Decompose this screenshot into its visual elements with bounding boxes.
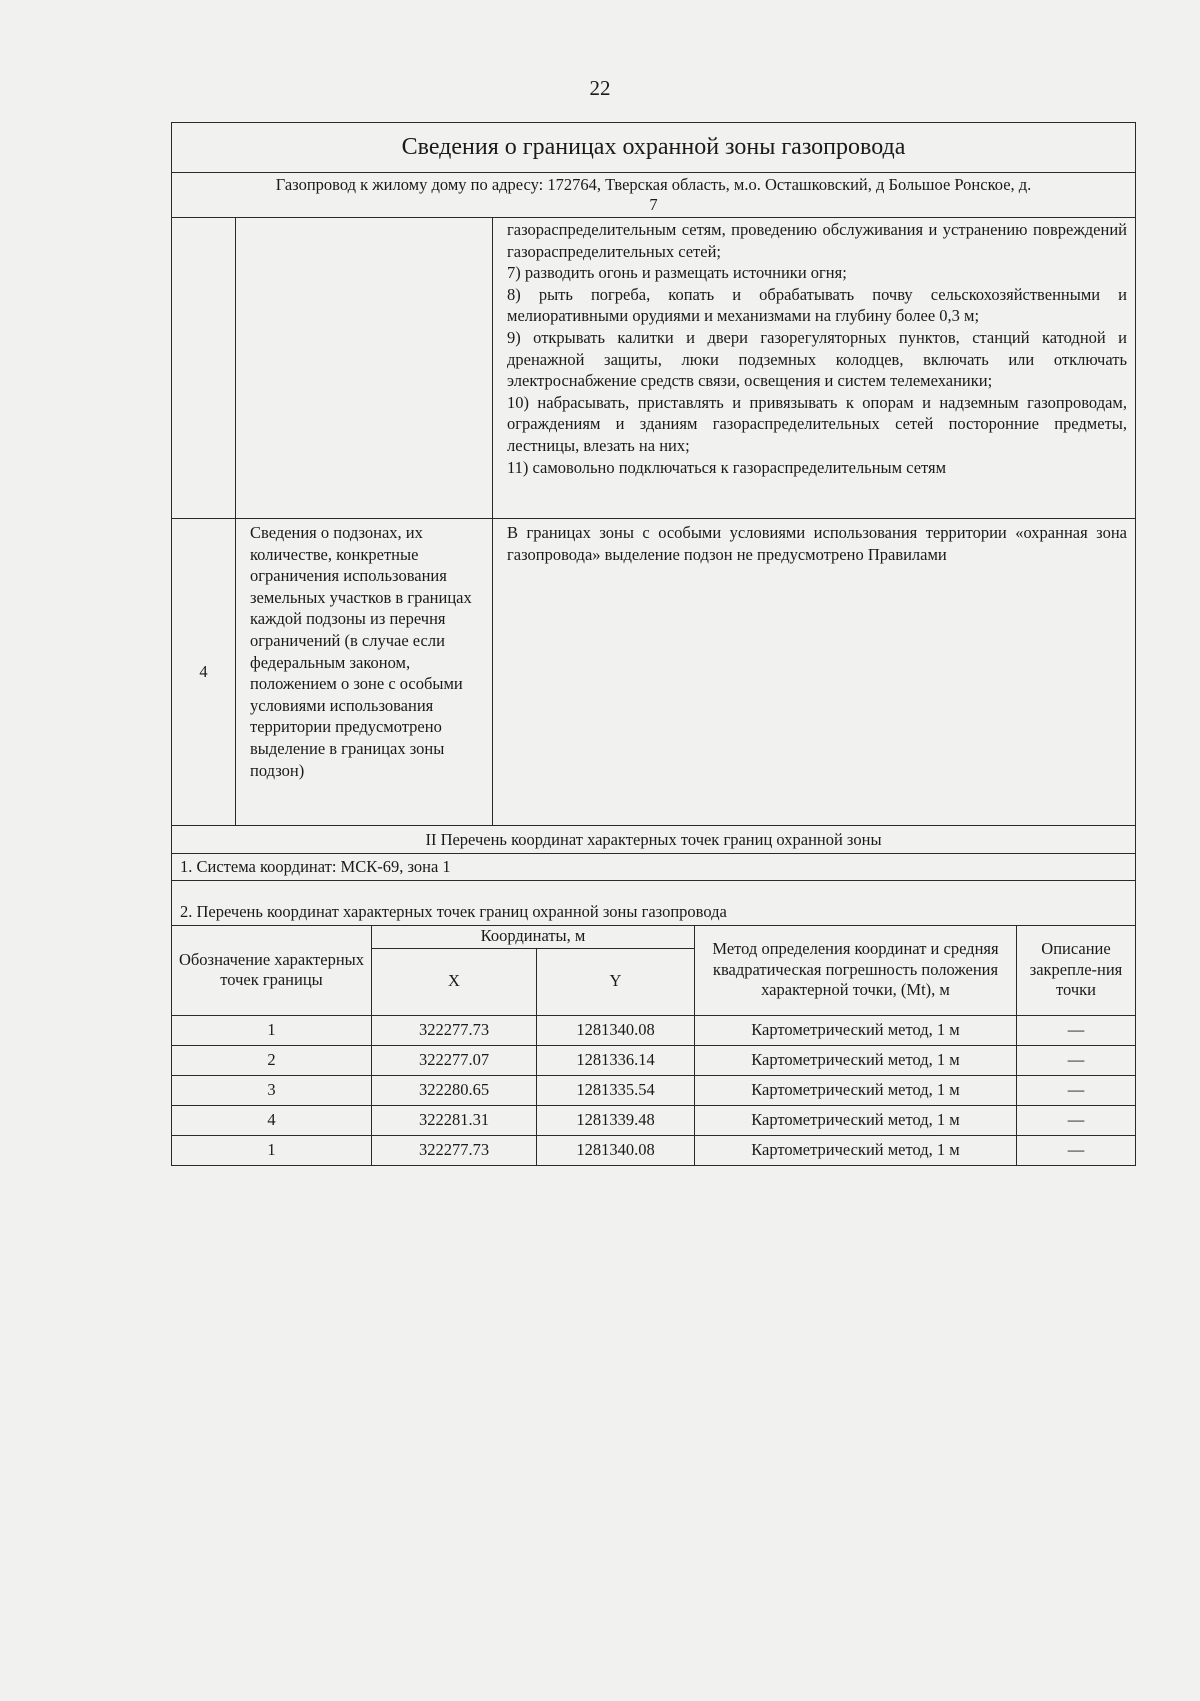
header-coordinates: Координаты, м — [372, 925, 695, 948]
cell-description: — — [1017, 1105, 1136, 1135]
coordinate-list-title: 2. Перечень координат характерных точек границ охранной зоны газопровода — [172, 881, 1136, 926]
restriction-line: 9) открывать калитки и двери газорегуляторных пунктов, станций катодной и дренажной защиты, люки подземных колодцев, включать или отключать электроснабжение средств связи, освещения и систем телемеханики; — [507, 327, 1127, 391]
restriction-line: 10) набрасывать, приставлять и привязывать к опорам и надземным газопроводам, ограждениям и зданиям газораспределительных сетей посторонние предметы, лестницы, влезать на них; — [507, 392, 1127, 455]
document-title: Сведения о границах охранной зоны газопровода — [172, 123, 1136, 173]
header-y: Y — [537, 948, 695, 1015]
cell-x: 322277.07 — [372, 1045, 537, 1075]
restriction-line: газораспределительным сетям, проведению обслуживания и устранению повреждений газораспределительных сетей; — [507, 220, 1127, 261]
table-row — [172, 1015, 1136, 1045]
row-continuation-text — [493, 218, 1136, 519]
cell-y: 1281339.48 — [537, 1105, 695, 1135]
table-row — [172, 1105, 1136, 1135]
cell-point: 1 — [172, 1135, 372, 1165]
cell-point: 3 — [172, 1075, 372, 1105]
cell-x: 322277.73 — [372, 1015, 537, 1045]
cell-method: Картометрический метод, 1 м — [695, 1015, 1017, 1045]
coordinates-table — [171, 925, 1136, 1166]
cell-description: — — [1017, 1015, 1136, 1045]
protection-zone-table — [171, 122, 1136, 1166]
section-2-title: II Перечень координат характерных точек границ охранной зоны — [172, 826, 1136, 854]
cell-method: Картометрический метод, 1 м — [695, 1045, 1017, 1075]
coordinate-system: 1. Система координат: МСК-69, зона 1 — [172, 854, 1136, 881]
cell-x: 322280.65 — [372, 1075, 537, 1105]
cell-description: — — [1017, 1075, 1136, 1105]
header-method — [695, 925, 1017, 1015]
row-continuation-number — [172, 218, 236, 519]
cell-y: 1281335.54 — [537, 1075, 695, 1105]
table-row — [172, 1075, 1136, 1105]
row4-number: 4 — [172, 519, 236, 826]
cell-x: 322281.31 — [372, 1105, 537, 1135]
main-table — [171, 122, 1136, 926]
page-number: 22 — [589, 76, 611, 100]
cell-description: — — [1017, 1045, 1136, 1075]
table-row — [172, 1135, 1136, 1165]
table-row — [172, 1045, 1136, 1075]
gas-pipeline-address-line-2: 7 — [649, 195, 658, 214]
header-x: X — [372, 948, 537, 1015]
cell-y: 1281336.14 — [537, 1045, 695, 1075]
gas-pipeline-address — [172, 173, 1136, 218]
cell-x: 322277.73 — [372, 1135, 537, 1165]
cell-method: Картометрический метод, 1 м — [695, 1105, 1017, 1135]
row4-text: В границах зоны с особыми условиями использования территории «охранная зона газопровода» выделение подзон не предусмотрено Правилами — [493, 519, 1136, 826]
cell-point: 4 — [172, 1105, 372, 1135]
restriction-line: 11) самовольно подключаться к газораспределительным сетям — [507, 457, 947, 477]
cell-method: Картометрический метод, 1 м — [695, 1135, 1017, 1165]
row-continuation-name — [236, 218, 493, 519]
cell-y: 1281340.08 — [537, 1015, 695, 1045]
header-description: Описание закрепле-ния точки — [1017, 925, 1136, 1015]
restriction-line: 8) рыть погреба, копать и обрабатывать почву сельскохозяйственными и мелиоративными орудиями и механизмами на глубину более 0,3 м; — [507, 284, 1127, 326]
header-designation: Обозначение характерных точек границы — [172, 925, 372, 1015]
cell-y: 1281340.08 — [537, 1135, 695, 1165]
cell-point: 1 — [172, 1015, 372, 1045]
cell-point: 2 — [172, 1045, 372, 1075]
restriction-line: 7) разводить огонь и размещать источники огня; — [507, 263, 847, 283]
gas-pipeline-address-line-1: Газопровод к жилому дому по адресу: 172764, Тверская область, м.о. Осташковский, д Большое Ронское, д. — [275, 175, 1032, 194]
cell-method: Картометрический метод, 1 м — [695, 1075, 1017, 1105]
header-method-text: Метод определения координат и средняя квадратическая погрешность положения характерной точки, (Mt), м — [712, 939, 999, 1000]
cell-description: — — [1017, 1135, 1136, 1165]
row4-name: Сведения о подзонах, их количестве, конкретные ограничения использования земельных участков в границах каждой подзоны из перечня ограничений (в случае если федеральным законом, положением о зоне с особыми условиями использования территории предусмотрено выделение в границах зоны подзон) — [236, 519, 493, 826]
